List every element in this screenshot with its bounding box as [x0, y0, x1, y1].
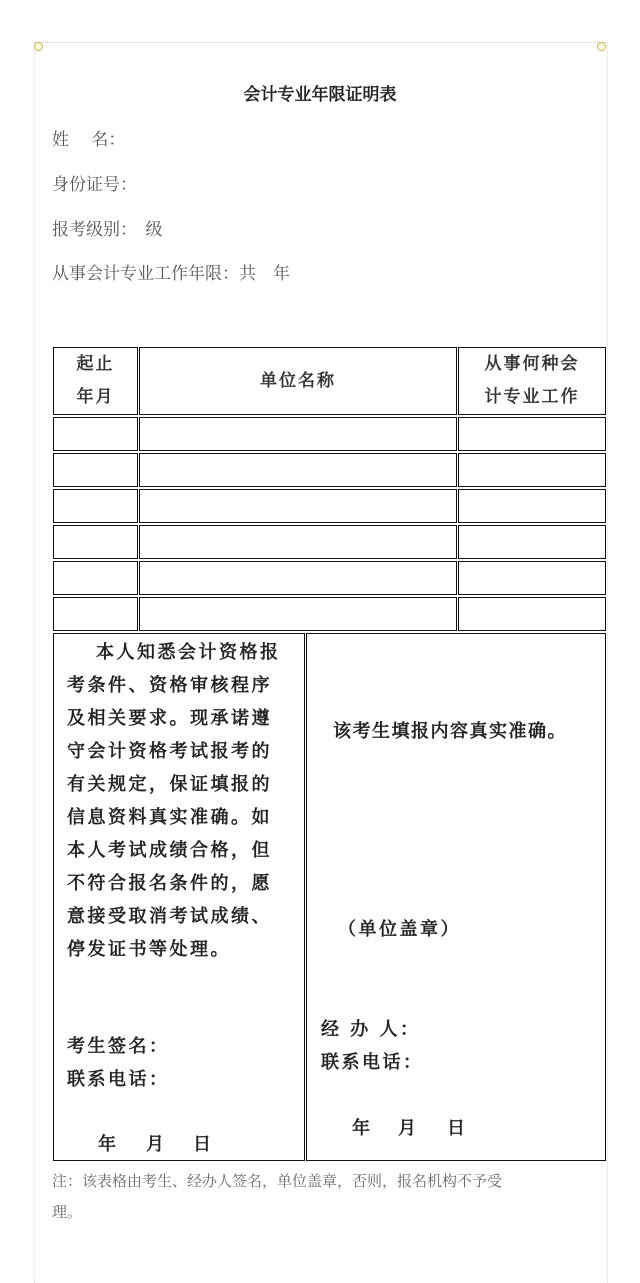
work-type-cell[interactable] [458, 561, 606, 595]
employer-verification-cell [306, 633, 606, 1161]
date-year: 年 [98, 1134, 119, 1155]
pledge-line: 停发证书等处理。 [67, 939, 231, 960]
header-text: 从事何种会 [484, 354, 580, 374]
corner-dot-icon [597, 42, 606, 51]
handler-phone-label: 联系电话： [321, 1052, 424, 1073]
period-cell[interactable] [53, 525, 138, 559]
pledge-line: 有关规定，保证填报的 [67, 774, 272, 795]
page-title: 会计专业年限证明表 [243, 85, 397, 105]
pledge-line: 守会计资格考试报考的 [67, 741, 272, 762]
pledge-line: 本人考试成绩合格，但 [67, 840, 272, 861]
work-type-cell[interactable] [458, 489, 606, 523]
header-text: 年月 [76, 387, 115, 407]
pledge-line: 意接受取消考试成绩、 [67, 906, 272, 927]
work-type-cell[interactable] [458, 417, 606, 451]
header-work-type [458, 347, 606, 415]
date-day: 日 [447, 1118, 468, 1139]
work-type-cell[interactable] [458, 525, 606, 559]
name-field: 姓 名： [52, 130, 126, 150]
period-cell[interactable] [53, 597, 138, 631]
employer-cell[interactable] [139, 489, 457, 523]
pledge-line: 本人知悉会计资格报 [96, 642, 281, 663]
footnote-continued: 理。 [52, 1203, 83, 1221]
period-cell[interactable] [53, 417, 138, 451]
employer-cell[interactable] [139, 417, 457, 451]
employer-cell[interactable] [139, 525, 457, 559]
corner-dot-icon [34, 42, 43, 51]
header-employer [139, 347, 457, 415]
date-year: 年 [352, 1118, 373, 1139]
footnote: 注：该表格由考生、经办人签名，单位盖章，否则，报名机构不予受 [52, 1172, 503, 1190]
pledge-line: 信息资料真实准确。如 [67, 807, 272, 828]
id-number-field: 身份证号： [52, 175, 137, 195]
header-period [53, 347, 138, 415]
employer-cell[interactable] [139, 453, 457, 487]
candidate-signature-label: 考生签名： [67, 1036, 170, 1057]
work-years-field: 从事会计专业工作年限：共 年 [52, 264, 290, 284]
handler-label: 经 办 人： [321, 1019, 421, 1040]
period-cell[interactable] [53, 561, 138, 595]
date-day: 日 [193, 1134, 214, 1155]
work-type-cell[interactable] [458, 453, 606, 487]
employer-cell[interactable] [139, 597, 457, 631]
exam-level-field: 报考级别： 级 [52, 220, 163, 240]
header-text: 计专业工作 [484, 387, 580, 407]
date-month: 月 [398, 1118, 419, 1139]
seal-label: （单位盖章） [338, 919, 461, 940]
period-cell[interactable] [53, 453, 138, 487]
period-cell[interactable] [53, 489, 138, 523]
verification-statement: 该考生填报内容真实准确。 [333, 721, 567, 742]
date-month: 月 [146, 1134, 167, 1155]
pledge-line: 考条件、资格审核程序 [67, 675, 272, 696]
employer-cell[interactable] [139, 561, 457, 595]
candidate-phone-label: 联系电话： [67, 1069, 170, 1090]
header-text: 单位名称 [260, 370, 336, 391]
work-type-cell[interactable] [458, 597, 606, 631]
pledge-line: 及相关要求。现承诺遵 [67, 708, 272, 729]
header-text: 起止 [76, 354, 115, 374]
pledge-line: 不符合报名条件的，愿 [67, 873, 272, 894]
